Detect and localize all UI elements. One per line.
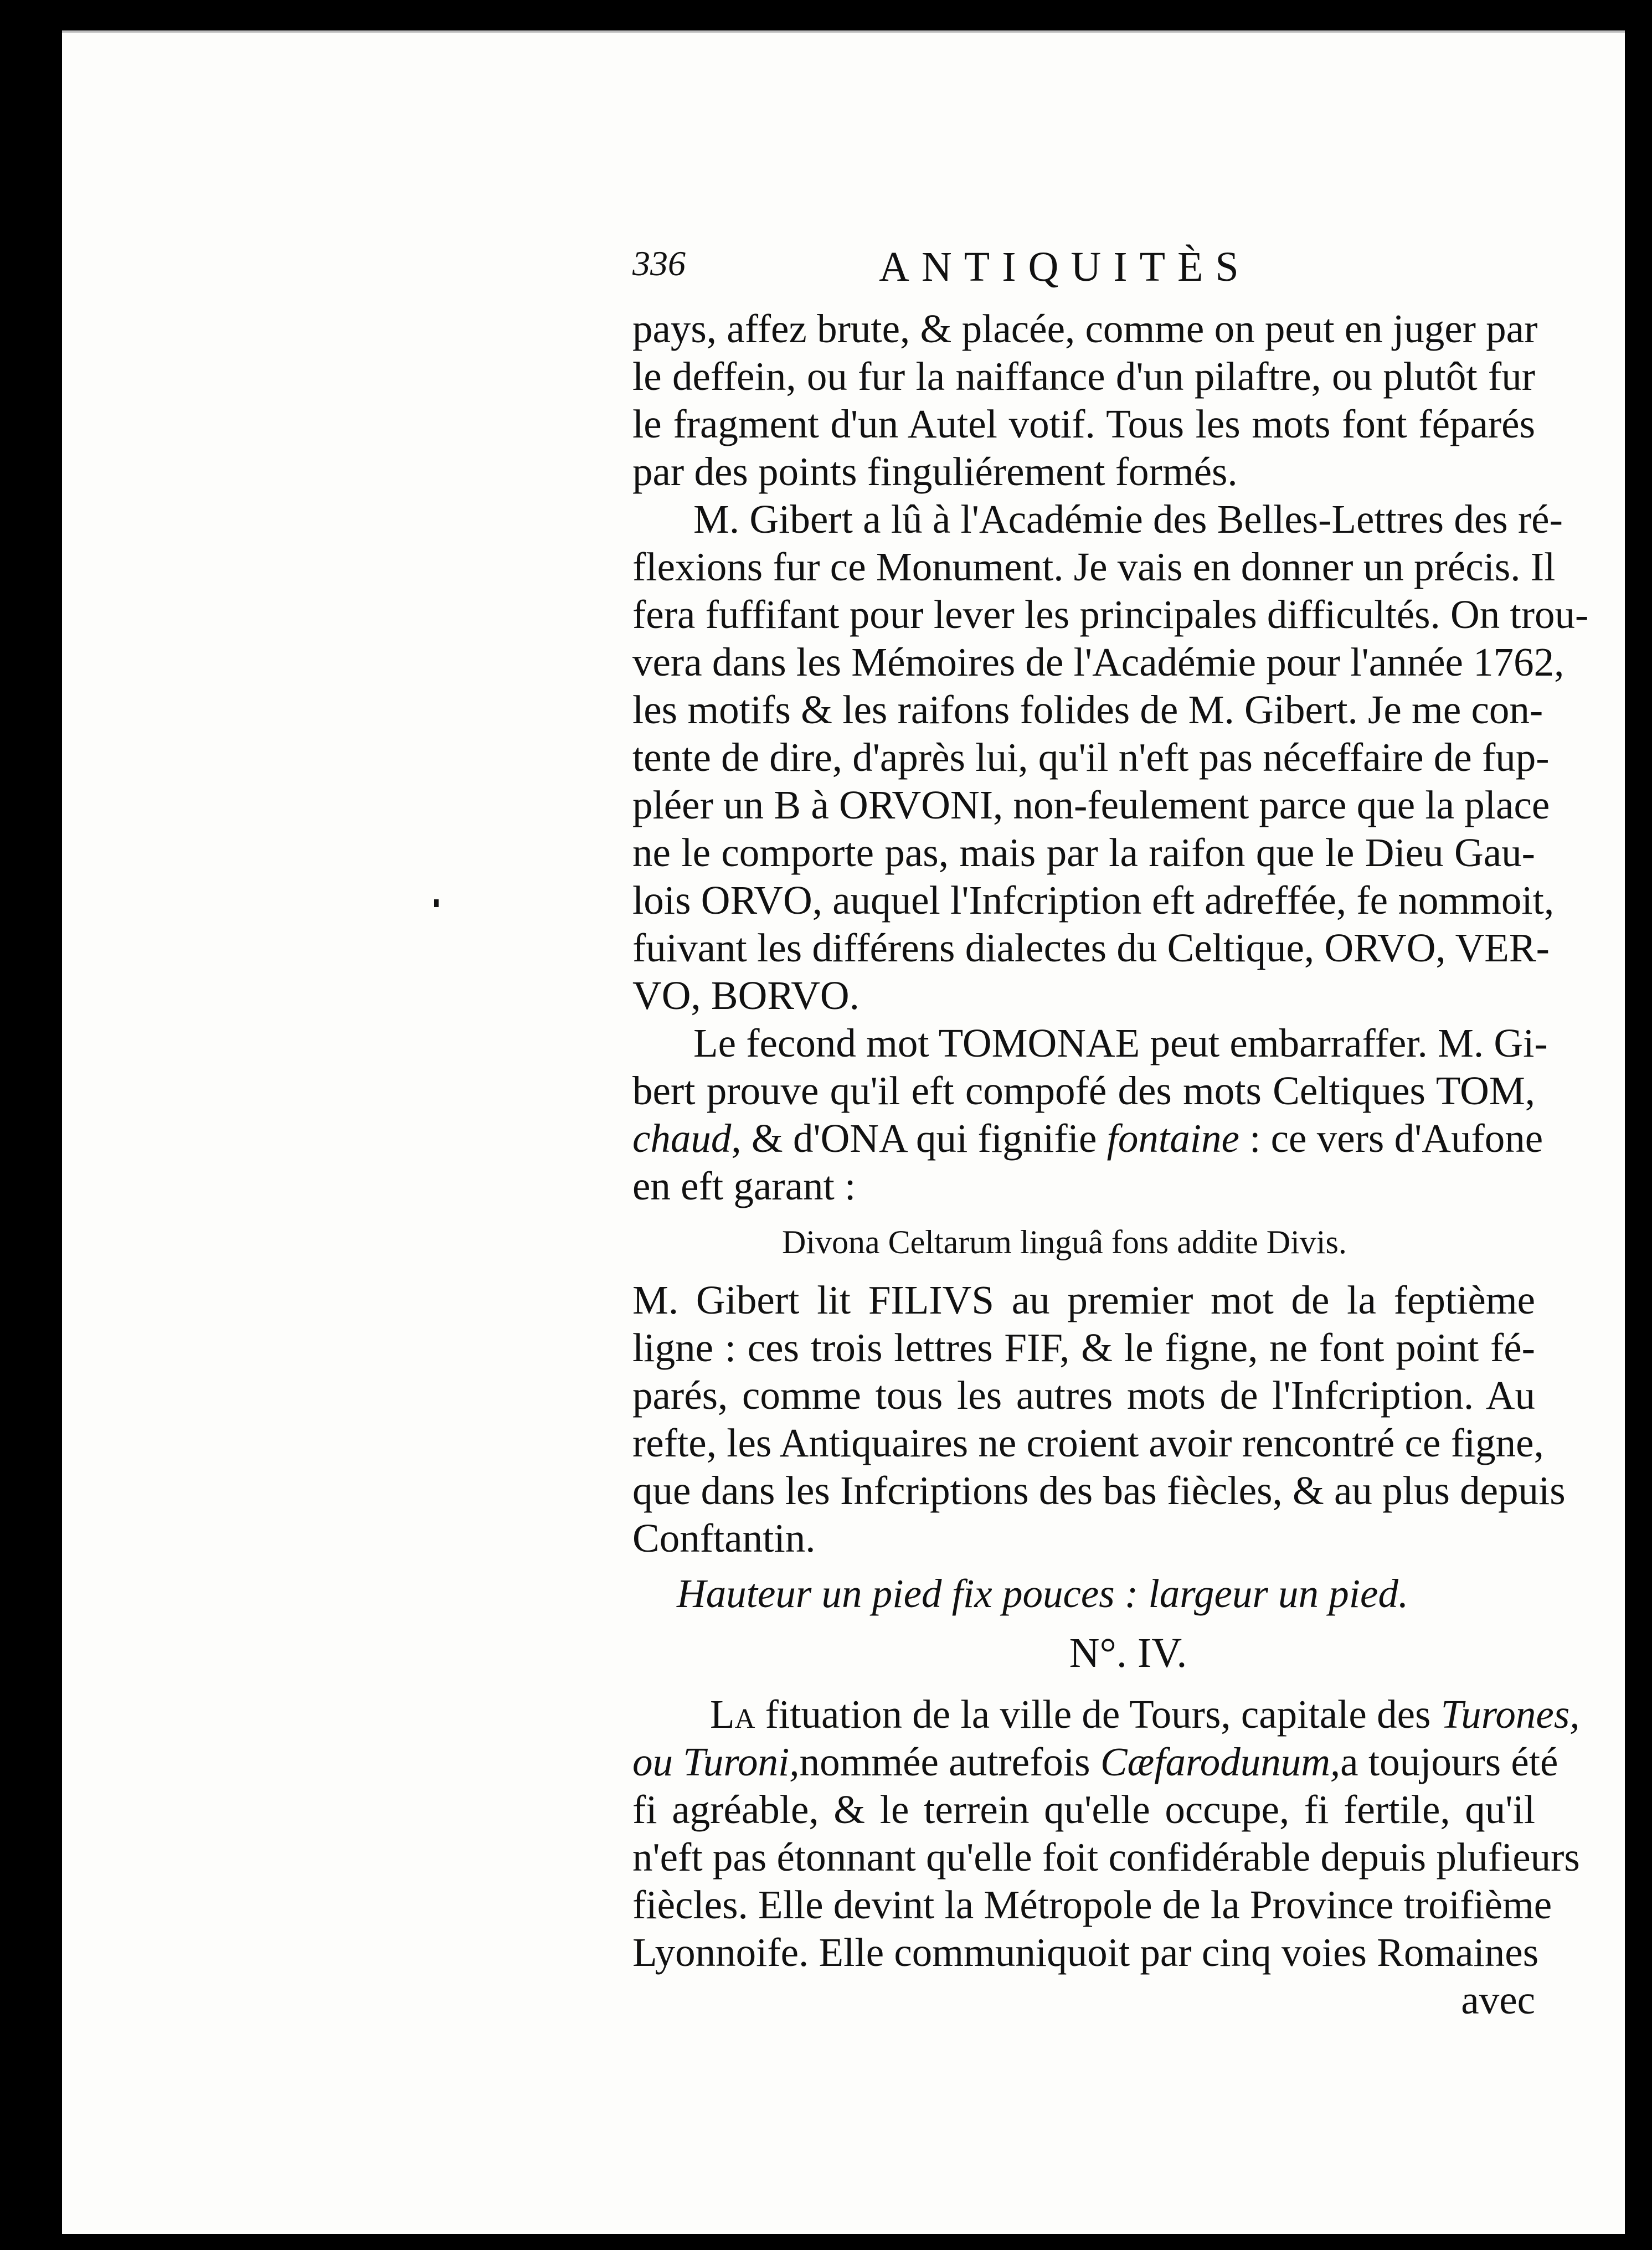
text-line: les motifs & les raifons folides de M. Gibert. Je me con-	[632, 687, 1543, 732]
book-page	[62, 30, 1625, 2234]
paragraph-filius	[632, 1276, 1566, 1562]
text-line: M. Gibert a lû à l'Académie des Belles-Lettres des ré-	[693, 497, 1563, 542]
dimensions-caption: Hauteur un pied fix pouces : largeur un pied.	[677, 1571, 1409, 1616]
italic-word: Turones,	[1440, 1692, 1580, 1737]
text-line: que dans les Infcriptions des bas fiècles, & au plus depuis	[632, 1468, 1566, 1513]
text-line: vera dans les Mémoires de l'Académie pour l'année 1762,	[632, 640, 1564, 684]
text-line: pays, affez brute, & placée, comme on peut en juger par	[632, 306, 1538, 351]
drop-word: La	[710, 1692, 755, 1737]
text-line: Conftantin.	[632, 1516, 816, 1561]
text-line: M. Gibert lit FILIVS au premier mot de la feptième	[632, 1278, 1535, 1322]
text-line	[632, 1115, 1543, 1162]
page-number: 336	[632, 244, 686, 283]
section-heading: N°. IV.	[1069, 1630, 1187, 1676]
italic-word: fontaine	[1107, 1116, 1239, 1161]
italic-word: ou Turoni,	[632, 1739, 800, 1784]
text-line: pléer un B à ORVONI, non-feulement parce que la place	[632, 782, 1550, 827]
text-line: par des points finguliérement formés.	[632, 449, 1238, 494]
text-line: Lyonnoife. Elle communiquoit par cinq voies Romaines	[632, 1930, 1539, 1975]
text-line: VO, BORVO.	[632, 973, 860, 1018]
text-line: fi agréable, & le terrein qu'elle occupe, fi fertile, qu'il	[632, 1787, 1535, 1832]
ink-speck	[434, 899, 439, 907]
text-span: a toujours été	[1340, 1739, 1558, 1784]
text-line: n'eft pas étonnant qu'elle foit confidérable depuis plufieurs	[632, 1835, 1580, 1880]
text-line	[632, 1738, 1558, 1786]
text-line: ligne : ces trois lettres FIF, & le figne, ne font point fé-	[632, 1325, 1535, 1370]
text-line: le deffein, ou fur la naiffance d'un pilaftre, ou plutôt fur	[632, 354, 1535, 399]
running-title: ANTIQUITÈS	[879, 244, 1251, 290]
italic-word: Cæfarodunum,	[1100, 1739, 1341, 1784]
italic-word: chaud	[632, 1116, 732, 1161]
paragraph-tomonae	[632, 1020, 1548, 1210]
text-line: flexions fur ce Monument. Je vais en donner un précis. Il	[632, 544, 1556, 589]
text-line: bert prouve qu'il eft compofé des mots Celtiques TOM,	[632, 1068, 1535, 1113]
verse-quote: Divona Celtarum linguâ fons addite Divis.	[782, 1224, 1347, 1260]
text-line: en eft garant :	[632, 1163, 856, 1208]
text-span: , & d'ONA qui fignifie	[731, 1116, 1107, 1161]
text-span: fituation de la ville de Tours, capitale des	[755, 1692, 1441, 1737]
text-line	[632, 1691, 1580, 1738]
running-header	[632, 243, 1535, 305]
paragraph-tours	[632, 1691, 1580, 2024]
paragraph-continuation	[632, 305, 1538, 496]
paragraph-gibert	[632, 496, 1589, 1020]
text-line: refte, les Antiquaires ne croient avoir rencontré ce figne,	[632, 1420, 1544, 1465]
text-line: fera fuffifant pour lever les principales difficultés. On trou-	[632, 592, 1589, 637]
text-line: tente de dire, d'après lui, qu'il n'eft pas néceffaire de fup-	[632, 735, 1550, 780]
text-line: parés, comme tous les autres mots de l'Infcription. Au	[632, 1373, 1535, 1418]
catchword: avec	[1461, 1978, 1535, 2022]
page-text	[632, 243, 1589, 2024]
text-line: le fragment d'un Autel votif. Tous les mots font féparés	[632, 401, 1535, 446]
text-line: fuivant les différens dialectes du Celtique, ORVO, VER-	[632, 925, 1550, 970]
text-line: Le fecond mot TOMONAE peut embarraffer. M. Gi-	[693, 1021, 1548, 1065]
text-line: lois ORVO, auquel l'Infcription eft adreffée, fe nommoit,	[632, 878, 1555, 923]
text-line: ne le comporte pas, mais par la raifon que le Dieu Gau-	[632, 830, 1535, 875]
text-span: : ce vers d'Aufone	[1239, 1116, 1543, 1161]
text-span: nommée autrefois	[799, 1739, 1100, 1784]
text-line: fiècles. Elle devint la Métropole de la Province troifième	[632, 1882, 1552, 1927]
